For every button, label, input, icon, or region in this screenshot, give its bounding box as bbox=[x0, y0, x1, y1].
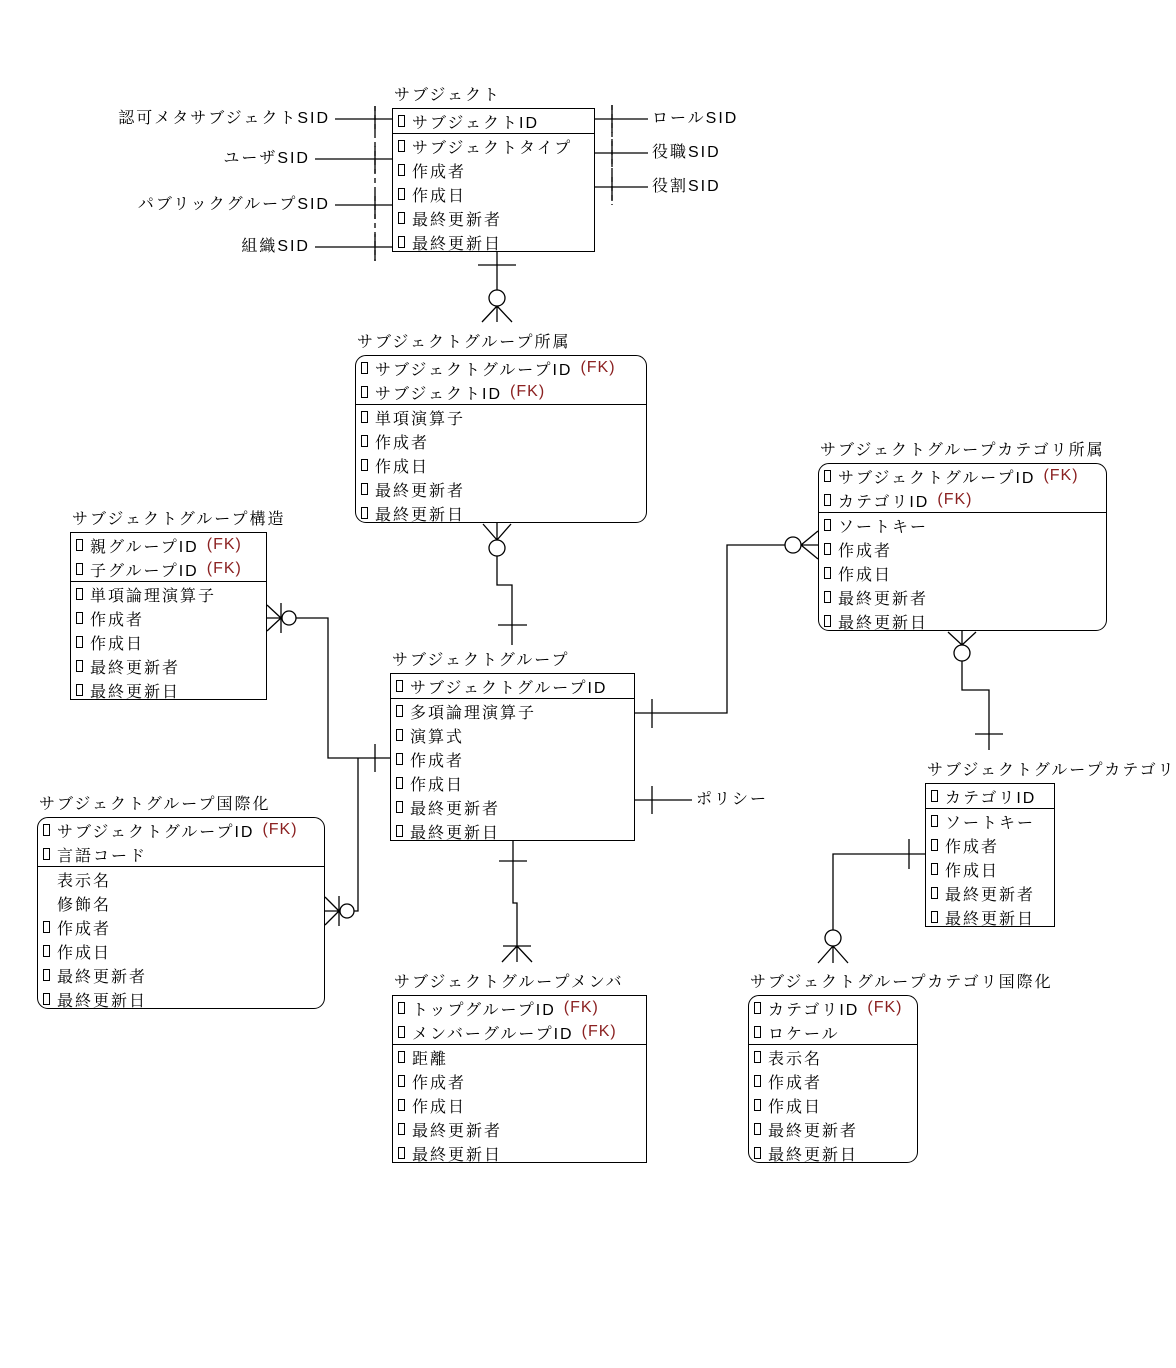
attribute-name: サブジェクトグループID bbox=[410, 679, 608, 697]
attribute-bullet-icon bbox=[43, 921, 50, 933]
attribute-name: サブジェクトタイプ bbox=[412, 139, 573, 157]
attribute-bullet-icon bbox=[76, 660, 83, 672]
pk-section-subject-group-category bbox=[926, 784, 1054, 809]
attribute-row-subject-group bbox=[391, 747, 634, 771]
attribute-bullet-icon bbox=[824, 615, 831, 627]
attribute-bullet-icon bbox=[76, 588, 83, 600]
connector-group-policy-stub bbox=[635, 786, 692, 814]
attribute-bullet-icon bbox=[931, 815, 938, 827]
attribute-name: 最終更新者 bbox=[412, 211, 503, 229]
attribute-bullet-icon bbox=[754, 1075, 761, 1087]
attribute-row-subject-group-i18n bbox=[38, 867, 324, 891]
attribute-name: 作成者 bbox=[410, 752, 465, 770]
entity-title-subject-group-category: サブジェクトグループカテゴリ bbox=[927, 762, 1176, 779]
attribute-bullet-icon bbox=[398, 1147, 405, 1159]
attribute-row-subject-group-category-i18n bbox=[749, 996, 917, 1020]
attribute-row-subject-group bbox=[391, 771, 634, 795]
attribute-name: 演算式 bbox=[410, 728, 465, 746]
attribute-name: 表示名 bbox=[768, 1050, 823, 1068]
attribute-name: 作成日 bbox=[838, 566, 893, 584]
attribute-bullet-icon bbox=[396, 825, 403, 837]
attribute-bullet-icon bbox=[754, 1026, 761, 1038]
attribute-bullet-icon bbox=[361, 411, 368, 423]
attribute-bullet-icon bbox=[398, 1099, 405, 1111]
attribute-row-subject-group-i18n bbox=[38, 842, 324, 866]
attribute-bullet-icon bbox=[754, 1147, 761, 1159]
attribute-name: 最終更新者 bbox=[375, 482, 466, 500]
attribute-name: 親グループID bbox=[90, 538, 199, 556]
entity-subject[interactable] bbox=[392, 108, 595, 252]
connector-group-structure-to-group bbox=[267, 603, 390, 772]
attribute-bullet-icon bbox=[824, 494, 831, 506]
entity-title-subject-group-member: サブジェクトグループメンバ bbox=[394, 974, 624, 991]
attribute-name: サブジェクトグループID bbox=[375, 361, 573, 379]
attribute-bullet-icon bbox=[361, 459, 368, 471]
attr-section-subject-group-structure bbox=[71, 582, 266, 702]
pk-section-subject-group bbox=[391, 674, 634, 699]
fk-marker: (FK) bbox=[937, 491, 973, 508]
attribute-row-subject-group-category-membership bbox=[819, 609, 1106, 633]
attribute-bullet-icon bbox=[396, 729, 403, 741]
attribute-row-subject-group bbox=[391, 674, 634, 698]
external-label-organization-sid: 組織SID bbox=[241, 238, 310, 255]
attribute-bullet-icon bbox=[361, 386, 368, 398]
fk-marker: (FK) bbox=[262, 821, 298, 838]
attribute-name: 作成日 bbox=[375, 458, 430, 476]
attribute-bullet-icon bbox=[76, 684, 83, 696]
attribute-name: 最終更新者 bbox=[412, 1122, 503, 1140]
attribute-name: 最終更新者 bbox=[410, 800, 501, 818]
attribute-row-subject-group-member bbox=[393, 1141, 646, 1165]
attribute-row-subject-group bbox=[391, 819, 634, 843]
external-label-yakuwari-sid: 役割SID bbox=[652, 178, 721, 195]
attribute-name: 最終更新者 bbox=[945, 886, 1036, 904]
attribute-row-subject-group-category-i18n bbox=[749, 1020, 917, 1044]
pk-section-subject-group-i18n bbox=[38, 818, 324, 867]
attribute-bullet-icon bbox=[43, 993, 50, 1005]
attribute-name: 単項演算子 bbox=[375, 410, 466, 428]
attribute-bullet-icon bbox=[824, 543, 831, 555]
attr-section-subject-group-i18n bbox=[38, 867, 324, 1011]
attribute-name: 単項論理演算子 bbox=[90, 587, 217, 605]
attr-section-subject-group bbox=[391, 699, 634, 843]
attribute-name: 最終更新日 bbox=[412, 1146, 503, 1164]
attribute-name: 作成者 bbox=[945, 838, 1000, 856]
attribute-bullet-icon bbox=[398, 236, 405, 248]
attribute-row-subject-group-category bbox=[926, 905, 1054, 929]
entity-title-subject-group-category-membership: サブジェクトグループカテゴリ所属 bbox=[820, 442, 1105, 459]
attribute-bullet-icon bbox=[396, 753, 403, 765]
pk-section-subject-group-category-i18n bbox=[749, 996, 917, 1045]
attribute-row-subject-group-membership bbox=[356, 501, 646, 525]
entity-subject-group[interactable] bbox=[390, 673, 635, 841]
external-label-role-sid: ロールSID bbox=[652, 110, 739, 127]
connector-subject-right-stubs bbox=[595, 105, 648, 205]
attribute-name: 作成者 bbox=[412, 1074, 467, 1092]
attribute-bullet-icon bbox=[931, 839, 938, 851]
attribute-name: メンバーグループID bbox=[412, 1025, 574, 1043]
attr-section-subject-group-category-membership bbox=[819, 513, 1106, 633]
attribute-bullet-icon bbox=[398, 1075, 405, 1087]
attribute-row-subject-group-membership bbox=[356, 477, 646, 501]
attribute-row-subject-group-member bbox=[393, 1093, 646, 1117]
attribute-row-subject-group-category-i18n bbox=[749, 1069, 917, 1093]
attribute-name: 言語コード bbox=[57, 847, 148, 865]
attribute-row-subject-group bbox=[391, 795, 634, 819]
attribute-bullet-icon bbox=[396, 801, 403, 813]
attribute-row-subject-group-category-i18n bbox=[749, 1141, 917, 1165]
fk-marker: (FK) bbox=[206, 536, 242, 553]
connector-category-to-category-i18n bbox=[818, 839, 925, 963]
attribute-bullet-icon bbox=[824, 519, 831, 531]
attribute-name: 距離 bbox=[412, 1050, 449, 1068]
fk-marker: (FK) bbox=[563, 999, 599, 1016]
fk-marker: (FK) bbox=[867, 999, 903, 1016]
entity-subject-group-category-i18n[interactable] bbox=[748, 995, 918, 1163]
attribute-name: 多項論理演算子 bbox=[410, 704, 537, 722]
attribute-row-subject-group-structure bbox=[71, 678, 266, 702]
attribute-row-subject-group-i18n bbox=[38, 987, 324, 1011]
connector-group-to-group-member bbox=[499, 841, 532, 962]
attribute-row-subject-group-membership bbox=[356, 429, 646, 453]
attribute-name: 作成日 bbox=[945, 862, 1000, 880]
pk-section-subject-group-category-membership bbox=[819, 464, 1106, 513]
attribute-bullet-icon bbox=[754, 1099, 761, 1111]
connector-group-i18n-to-group bbox=[325, 758, 358, 926]
attribute-name: 最終更新者 bbox=[90, 659, 181, 677]
attribute-row-subject-group-category-i18n bbox=[749, 1093, 917, 1117]
fk-marker: (FK) bbox=[1043, 467, 1079, 484]
attribute-row-subject-group-structure bbox=[71, 630, 266, 654]
attribute-bullet-icon bbox=[43, 945, 50, 957]
attribute-name: 作成者 bbox=[375, 434, 430, 452]
attribute-name: 最終更新日 bbox=[412, 235, 503, 253]
attribute-name: サブジェクトID bbox=[375, 385, 503, 403]
fk-marker: (FK) bbox=[206, 560, 242, 577]
attribute-name: 最終更新者 bbox=[57, 968, 148, 986]
attribute-name: 最終更新者 bbox=[768, 1122, 859, 1140]
attribute-bullet-icon bbox=[398, 140, 405, 152]
attribute-bullet-icon bbox=[361, 507, 368, 519]
attribute-row-subject bbox=[393, 182, 594, 206]
attribute-row-subject-group bbox=[391, 723, 634, 747]
attribute-row-subject-group-i18n bbox=[38, 963, 324, 987]
connector-subject-to-group-membership bbox=[478, 252, 516, 322]
attribute-name: 最終更新日 bbox=[375, 506, 466, 524]
attribute-row-subject-group-i18n bbox=[38, 915, 324, 939]
external-label-post-sid: 役職SID bbox=[652, 144, 721, 161]
attribute-name: 最終更新日 bbox=[410, 824, 501, 842]
attribute-bullet-icon bbox=[361, 362, 368, 374]
attribute-name: ソートキー bbox=[838, 518, 929, 536]
attribute-name: 作成日 bbox=[90, 635, 145, 653]
attribute-bullet-icon bbox=[398, 115, 405, 127]
attribute-row-subject-group-structure bbox=[71, 654, 266, 678]
entity-title-subject-group-structure: サブジェクトグループ構造 bbox=[72, 511, 286, 528]
attribute-name: トップグループID bbox=[412, 1001, 556, 1019]
external-label-user-sid: ユーザSID bbox=[223, 150, 310, 167]
attribute-bullet-icon bbox=[76, 539, 83, 551]
connector-group-membership-to-group bbox=[483, 523, 527, 645]
attribute-row-subject-group-member bbox=[393, 1069, 646, 1093]
connector-category-membership-to-category bbox=[948, 631, 1003, 750]
pk-section-subject-group-membership bbox=[356, 356, 646, 405]
attribute-row-subject-group-structure bbox=[71, 606, 266, 630]
attribute-name: 最終更新日 bbox=[90, 683, 181, 701]
attribute-name: ロケール bbox=[768, 1025, 840, 1043]
attribute-row-subject bbox=[393, 134, 594, 158]
attribute-name: 作成日 bbox=[412, 187, 467, 205]
attribute-bullet-icon bbox=[398, 1051, 405, 1063]
attribute-row-subject-group-membership bbox=[356, 356, 646, 380]
attribute-row-subject-group-category-membership bbox=[819, 537, 1106, 561]
attr-section-subject-group-member bbox=[393, 1045, 646, 1165]
attribute-row-subject-group-membership bbox=[356, 453, 646, 477]
attribute-bullet-icon bbox=[398, 212, 405, 224]
attribute-row-subject-group-member bbox=[393, 1020, 646, 1044]
attribute-row-subject-group-category bbox=[926, 857, 1054, 881]
attribute-name: 作成者 bbox=[768, 1074, 823, 1092]
attr-section-subject bbox=[393, 134, 594, 254]
entity-title-subject-group-category-i18n: サブジェクトグループカテゴリ国際化 bbox=[750, 974, 1053, 991]
attribute-bullet-icon bbox=[43, 824, 50, 836]
attribute-name: 作成日 bbox=[57, 944, 112, 962]
attribute-row-subject-group-member bbox=[393, 1045, 646, 1069]
attribute-row-subject-group-i18n bbox=[38, 939, 324, 963]
attribute-row-subject bbox=[393, 158, 594, 182]
attribute-row-subject-group-category bbox=[926, 784, 1054, 808]
attribute-row-subject-group-category-membership bbox=[819, 488, 1106, 512]
attribute-row-subject-group-i18n bbox=[38, 818, 324, 842]
attribute-name: サブジェクトグループID bbox=[57, 823, 255, 841]
attribute-bullet-icon bbox=[43, 969, 50, 981]
attribute-name: 最終更新日 bbox=[945, 910, 1036, 928]
attribute-row-subject bbox=[393, 230, 594, 254]
attribute-bullet-icon bbox=[754, 1002, 761, 1014]
entity-subject-group-structure[interactable] bbox=[70, 532, 267, 700]
attribute-name: サブジェクトID bbox=[412, 114, 540, 132]
attribute-row-subject-group-category-membership bbox=[819, 464, 1106, 488]
attribute-name: 子グループID bbox=[90, 562, 199, 580]
attribute-row-subject-group-category bbox=[926, 833, 1054, 857]
attr-section-subject-group-category-i18n bbox=[749, 1045, 917, 1165]
attribute-row-subject-group-category-i18n bbox=[749, 1045, 917, 1069]
external-label-public-group-sid: パブリックグループSID bbox=[137, 196, 330, 213]
attribute-bullet-icon bbox=[398, 164, 405, 176]
pk-section-subject-group-structure bbox=[71, 533, 266, 582]
attribute-bullet-icon bbox=[824, 591, 831, 603]
attribute-name: 作成日 bbox=[768, 1098, 823, 1116]
attribute-name: 作成者 bbox=[838, 542, 893, 560]
entity-subject-group-category[interactable] bbox=[925, 783, 1055, 927]
attribute-bullet-icon bbox=[931, 863, 938, 875]
entity-title-subject: サブジェクト bbox=[394, 87, 502, 104]
attribute-bullet-icon bbox=[398, 1002, 405, 1014]
attribute-row-subject-group bbox=[391, 699, 634, 723]
attribute-name: ソートキー bbox=[945, 814, 1036, 832]
attribute-name: 表示名 bbox=[57, 872, 112, 890]
attribute-row-subject-group-member bbox=[393, 996, 646, 1020]
entity-subject-group-i18n[interactable] bbox=[37, 817, 325, 1009]
entity-title-subject-group-membership: サブジェクトグループ所属 bbox=[357, 334, 571, 351]
connector-group-to-category-membership bbox=[635, 531, 818, 728]
attribute-row-subject-group-member bbox=[393, 1117, 646, 1141]
attribute-row-subject-group-category-membership bbox=[819, 561, 1106, 585]
attribute-bullet-icon bbox=[398, 188, 405, 200]
attribute-row-subject-group-structure bbox=[71, 582, 266, 606]
entity-title-subject-group-i18n: サブジェクトグループ国際化 bbox=[39, 796, 271, 813]
attribute-name: 作成者 bbox=[90, 611, 145, 629]
entity-subject-group-category-membership[interactable] bbox=[818, 463, 1107, 631]
pk-section-subject-group-member bbox=[393, 996, 646, 1045]
attribute-name: 作成者 bbox=[57, 920, 112, 938]
attribute-bullet-icon bbox=[398, 1026, 405, 1038]
attribute-row-subject-group-structure bbox=[71, 557, 266, 581]
connector-subject-left-stubs bbox=[315, 106, 392, 261]
attribute-name: カテゴリID bbox=[945, 789, 1037, 807]
attribute-bullet-icon bbox=[76, 612, 83, 624]
attribute-bullet-icon bbox=[396, 777, 403, 789]
fk-marker: (FK) bbox=[510, 383, 546, 400]
attribute-row-subject bbox=[393, 206, 594, 230]
attribute-name: 作成日 bbox=[410, 776, 465, 794]
attribute-bullet-icon bbox=[824, 470, 831, 482]
attribute-bullet-icon bbox=[76, 563, 83, 575]
attribute-name: 作成者 bbox=[412, 163, 467, 181]
attribute-row-subject-group-membership bbox=[356, 405, 646, 429]
attribute-bullet-icon bbox=[931, 887, 938, 899]
attribute-name: カテゴリID bbox=[768, 1001, 860, 1019]
attribute-row-subject-group-membership bbox=[356, 380, 646, 404]
attribute-row-subject-group-category-i18n bbox=[749, 1117, 917, 1141]
attribute-bullet-icon bbox=[43, 848, 50, 860]
attribute-name: 最終更新者 bbox=[838, 590, 929, 608]
attribute-name: サブジェクトグループID bbox=[838, 469, 1036, 487]
attribute-bullet-icon bbox=[931, 911, 938, 923]
entity-subject-group-member[interactable] bbox=[392, 995, 647, 1163]
attribute-name: 最終更新日 bbox=[768, 1146, 859, 1164]
entity-subject-group-membership[interactable] bbox=[355, 355, 647, 523]
attribute-bullet-icon bbox=[361, 435, 368, 447]
attribute-name: 作成日 bbox=[412, 1098, 467, 1116]
attribute-name: カテゴリID bbox=[838, 493, 930, 511]
attribute-bullet-icon bbox=[931, 790, 938, 802]
attribute-row-subject-group-category bbox=[926, 881, 1054, 905]
attribute-row-subject-group-structure bbox=[71, 533, 266, 557]
attribute-name: 最終更新日 bbox=[57, 992, 148, 1010]
fk-marker: (FK) bbox=[580, 359, 616, 376]
entity-title-subject-group: サブジェクトグループ bbox=[392, 652, 570, 669]
attribute-bullet-icon bbox=[361, 483, 368, 495]
external-label-auth-meta-subject-sid: 認可メタサブジェクトSID bbox=[118, 110, 330, 127]
attr-section-subject-group-membership bbox=[356, 405, 646, 525]
attribute-row-subject-group-category bbox=[926, 809, 1054, 833]
external-label-policy: ポリシー bbox=[696, 791, 769, 808]
attribute-bullet-icon bbox=[824, 567, 831, 579]
pk-section-subject bbox=[393, 109, 594, 134]
attribute-row-subject-group-category-membership bbox=[819, 513, 1106, 537]
attr-section-subject-group-category bbox=[926, 809, 1054, 929]
attribute-name: 修飾名 bbox=[57, 896, 112, 914]
attribute-bullet-icon bbox=[76, 636, 83, 648]
attribute-bullet-icon bbox=[398, 1123, 405, 1135]
attribute-row-subject-group-i18n bbox=[38, 891, 324, 915]
attribute-row-subject-group-category-membership bbox=[819, 585, 1106, 609]
attribute-bullet-icon bbox=[396, 680, 403, 692]
attribute-bullet-icon bbox=[396, 705, 403, 717]
attribute-bullet-icon bbox=[754, 1051, 761, 1063]
attribute-row-subject bbox=[393, 109, 594, 133]
attribute-name: 最終更新日 bbox=[838, 614, 929, 632]
attribute-bullet-icon bbox=[754, 1123, 761, 1135]
fk-marker: (FK) bbox=[581, 1023, 617, 1040]
